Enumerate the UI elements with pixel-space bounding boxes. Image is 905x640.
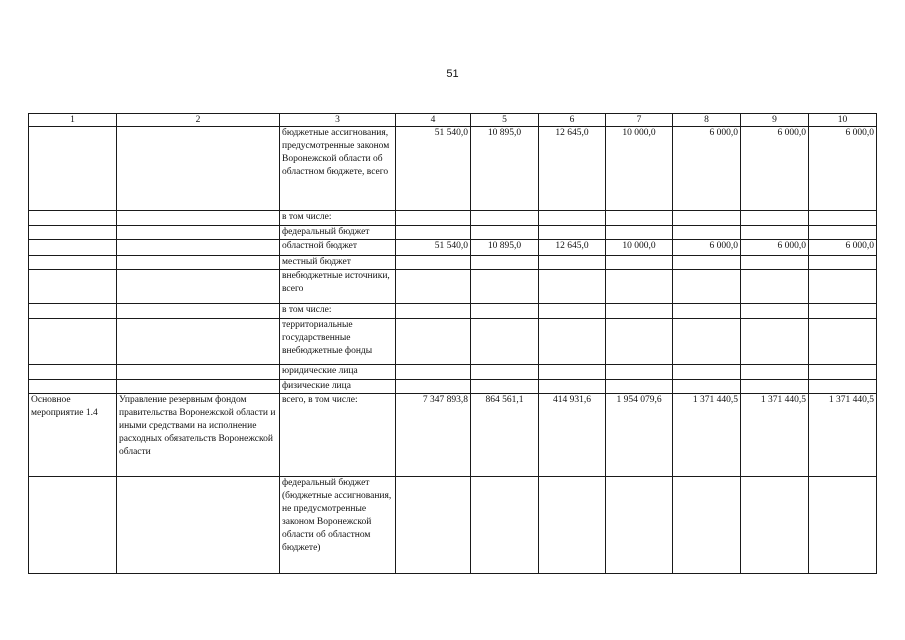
value-cell — [471, 304, 539, 319]
value-cell — [471, 270, 539, 304]
description-cell — [117, 240, 280, 256]
description-cell — [117, 226, 280, 240]
table-row — [29, 380, 877, 394]
funding-source-cell: в том числе: — [280, 211, 396, 226]
value-cell — [741, 256, 809, 270]
value-cell — [606, 211, 673, 226]
value-cell — [673, 365, 741, 380]
value-cell — [809, 304, 877, 319]
table-row — [29, 211, 877, 226]
value-cell — [539, 380, 606, 394]
value-cell: 6 000,0 — [809, 240, 877, 256]
value-cell: 10 000,0 — [606, 127, 673, 211]
header-cell: 2 — [117, 114, 280, 127]
value-cell — [471, 380, 539, 394]
value-cell: 10 895,0 — [471, 127, 539, 211]
value-cell — [606, 319, 673, 365]
funding-source-cell: федеральный бюджет — [280, 226, 396, 240]
value-cell — [606, 304, 673, 319]
funding-source-cell: внебюджетные источники, всего — [280, 270, 396, 304]
value-cell — [471, 211, 539, 226]
value-cell — [539, 270, 606, 304]
table-row — [29, 477, 877, 574]
value-cell: 12 645,0 — [539, 240, 606, 256]
value-cell — [471, 365, 539, 380]
value-cell: 864 561,1 — [471, 394, 539, 477]
value-cell — [741, 270, 809, 304]
funding-source-cell: местный бюджет — [280, 256, 396, 270]
value-cell — [741, 380, 809, 394]
value-cell — [606, 256, 673, 270]
header-cell: 4 — [396, 114, 471, 127]
value-cell — [396, 270, 471, 304]
description-cell — [117, 380, 280, 394]
value-cell: 6 000,0 — [809, 127, 877, 211]
value-cell — [539, 211, 606, 226]
value-cell — [396, 380, 471, 394]
value-cell: 12 645,0 — [539, 127, 606, 211]
value-cell — [606, 380, 673, 394]
value-cell — [396, 365, 471, 380]
value-cell — [539, 319, 606, 365]
header-cell: 5 — [471, 114, 539, 127]
table-row — [29, 394, 877, 477]
value-cell — [809, 270, 877, 304]
header-cell: 10 — [809, 114, 877, 127]
funding-source-cell: юридические лица — [280, 365, 396, 380]
value-cell — [396, 256, 471, 270]
value-cell — [396, 477, 471, 574]
activity-cell — [29, 380, 117, 394]
table-header-row — [29, 114, 877, 127]
value-cell: 6 000,0 — [741, 127, 809, 211]
funding-source-cell: всего, в том числе: — [280, 394, 396, 477]
value-cell — [673, 380, 741, 394]
value-cell — [741, 365, 809, 380]
table-row — [29, 127, 877, 211]
value-cell: 414 931,6 — [539, 394, 606, 477]
activity-cell — [29, 270, 117, 304]
value-cell: 10 000,0 — [606, 240, 673, 256]
funding-source-cell: территориальные государственные внебюджетные фонды — [280, 319, 396, 365]
description-cell — [117, 256, 280, 270]
description-cell: Управление резервным фондом правительства Воронежской области и иными средствами на исполнение расходных обязательств Воронежской области — [117, 394, 280, 477]
value-cell: 6 000,0 — [673, 127, 741, 211]
page-number: 51 — [446, 68, 459, 80]
value-cell — [809, 365, 877, 380]
value-cell: 51 540,0 — [396, 240, 471, 256]
value-cell — [396, 226, 471, 240]
activity-cell — [29, 127, 117, 211]
activity-cell — [29, 477, 117, 574]
description-cell — [117, 211, 280, 226]
description-cell — [117, 127, 280, 211]
table-row — [29, 226, 877, 240]
value-cell — [606, 226, 673, 240]
value-cell — [471, 256, 539, 270]
value-cell: 1 371 440,5 — [809, 394, 877, 477]
value-cell — [673, 270, 741, 304]
description-cell — [117, 365, 280, 380]
funding-source-cell: областной бюджет — [280, 240, 396, 256]
value-cell: 1 371 440,5 — [673, 394, 741, 477]
value-cell — [396, 319, 471, 365]
table-row — [29, 270, 877, 304]
description-cell — [117, 270, 280, 304]
funding-source-cell: федеральный бюджет (бюджетные ассигнования, не предусмотренные законом Воронежской области об областном бюджете) — [280, 477, 396, 574]
value-cell — [673, 319, 741, 365]
value-cell — [539, 477, 606, 574]
value-cell — [606, 365, 673, 380]
value-cell — [673, 477, 741, 574]
activity-cell — [29, 319, 117, 365]
header-cell: 9 — [741, 114, 809, 127]
value-cell — [809, 226, 877, 240]
description-cell — [117, 319, 280, 365]
value-cell — [741, 226, 809, 240]
activity-cell: Основное мероприятие 1.4 — [29, 394, 117, 477]
header-cell: 7 — [606, 114, 673, 127]
table-row — [29, 365, 877, 380]
value-cell: 7 347 893,8 — [396, 394, 471, 477]
value-cell: 1 954 079,6 — [606, 394, 673, 477]
value-cell: 10 895,0 — [471, 240, 539, 256]
value-cell — [606, 477, 673, 574]
value-cell — [673, 211, 741, 226]
value-cell — [741, 477, 809, 574]
value-cell: 1 371 440,5 — [741, 394, 809, 477]
activity-cell — [29, 256, 117, 270]
funding-source-cell: физические лица — [280, 380, 396, 394]
value-cell — [809, 477, 877, 574]
table-row — [29, 304, 877, 319]
activity-cell — [29, 365, 117, 380]
value-cell: 51 540,0 — [396, 127, 471, 211]
value-cell: 6 000,0 — [741, 240, 809, 256]
activity-cell — [29, 226, 117, 240]
value-cell — [471, 319, 539, 365]
activity-cell — [29, 240, 117, 256]
value-cell — [741, 319, 809, 365]
value-cell — [673, 256, 741, 270]
table-row — [29, 319, 877, 365]
value-cell — [396, 304, 471, 319]
value-cell — [741, 211, 809, 226]
description-cell — [117, 477, 280, 574]
value-cell — [809, 256, 877, 270]
table-row — [29, 256, 877, 270]
value-cell — [673, 304, 741, 319]
header-cell: 3 — [280, 114, 396, 127]
value-cell — [471, 477, 539, 574]
value-cell — [539, 365, 606, 380]
budget-table — [28, 113, 877, 574]
value-cell — [809, 319, 877, 365]
activity-cell — [29, 211, 117, 226]
value-cell — [396, 211, 471, 226]
header-cell: 6 — [539, 114, 606, 127]
description-cell — [117, 304, 280, 319]
value-cell — [741, 304, 809, 319]
header-cell: 8 — [673, 114, 741, 127]
activity-cell — [29, 304, 117, 319]
value-cell — [809, 380, 877, 394]
funding-source-cell: бюджетные ассигнования, предусмотренные законом Воронежской области об областном бюджете, всего — [280, 127, 396, 211]
table-body — [29, 114, 877, 574]
value-cell — [539, 256, 606, 270]
funding-source-cell: в том числе: — [280, 304, 396, 319]
header-cell: 1 — [29, 114, 117, 127]
value-cell: 6 000,0 — [673, 240, 741, 256]
value-cell — [539, 226, 606, 240]
value-cell — [606, 270, 673, 304]
value-cell — [673, 226, 741, 240]
table-row — [29, 240, 877, 256]
value-cell — [471, 226, 539, 240]
value-cell — [809, 211, 877, 226]
value-cell — [539, 304, 606, 319]
